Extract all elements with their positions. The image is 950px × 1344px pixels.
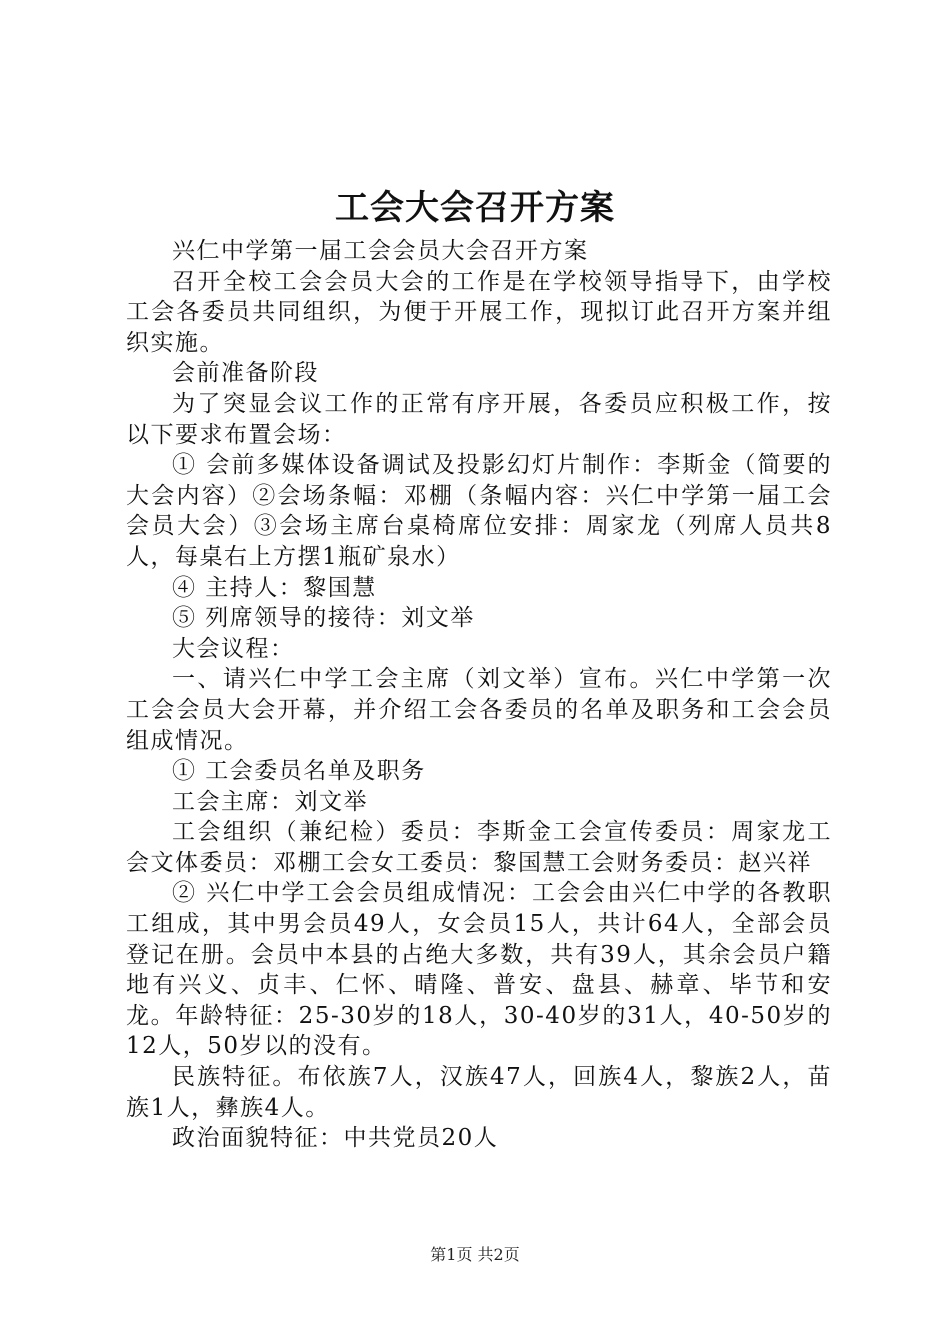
paragraph-political-status: 政治面貌特征：中共党员20人 xyxy=(172,1125,499,1152)
paragraph-agenda-item-1: 一、请兴仁中学工会主席（刘文举）宣布。兴仁中学第一次工会会员大会开幕，并介绍工会各委员的名单及职务和工会会员组成情况。 xyxy=(126,666,832,754)
page-footer: 第1页 共2页 xyxy=(430,1245,520,1264)
document-body xyxy=(126,236,832,1154)
paragraph-membership-composition: ② 兴仁中学工会会员组成情况：工会会由兴仁中学的各教职工组成，其中男会员49人，女会员15人，共计64人，全部会员登记在册。会员中本县的占绝大多数，共有39人，其余会员户籍地有兴义、贞丰、仁怀、晴隆、普安、盘县、赫章、毕节和安龙。年龄特征：25-30岁的18人，30-40岁的31人，40-50岁的12人，50岁以的没有。 xyxy=(126,880,832,1060)
paragraph-section-heading: 会前准备阶段 xyxy=(172,360,319,387)
paragraph-agenda-heading: 大会议程： xyxy=(172,635,295,662)
paragraph-venue-tasks: ① 会前多媒体设备调试及投影幻灯片制作：李斯金（简要的大会内容）②会场条幅：邓棚（条幅内容：兴仁中学第一届工会会员大会）③会场主席台桌椅席位安排：周家龙（列席人员共8人，每桌右上方摆1瓶矿泉水） xyxy=(126,452,832,570)
paragraph-ethnicity: 民族特征。布依族7人，汉族47人，回族4人，黎族2人，苗族1人，彝族4人。 xyxy=(126,1064,832,1121)
paragraph-reception: ⑤ 列席领导的接待：刘文举 xyxy=(172,605,475,632)
paragraph-committee-members: 工会组织（兼纪检）委员：李斯金工会宣传委员：周家龙工会文体委员：邓棚工会女工委员：黎国慧工会财务委员：赵兴祥 xyxy=(126,819,832,876)
paragraph-committee-list-heading: ① 工会委员名单及职务 xyxy=(172,758,426,785)
paragraph-host: ④ 主持人：黎国慧 xyxy=(172,574,377,601)
paragraph-intro: 召开全校工会会员大会的工作是在学校领导指导下，由学校工会各委员共同组织，为便于开展工作，现拟订此召开方案并组织实施。 xyxy=(126,268,832,356)
paragraph-subtitle: 兴仁中学第一届工会会员大会召开方案 xyxy=(172,238,589,264)
paragraph-chairman: 工会主席：刘文举 xyxy=(172,788,368,815)
document-title: 工会大会召开方案 xyxy=(335,188,615,228)
paragraph-preparation: 为了突显会议工作的正常有序开展，各委员应积极工作，按以下要求布置会场： xyxy=(126,390,832,448)
